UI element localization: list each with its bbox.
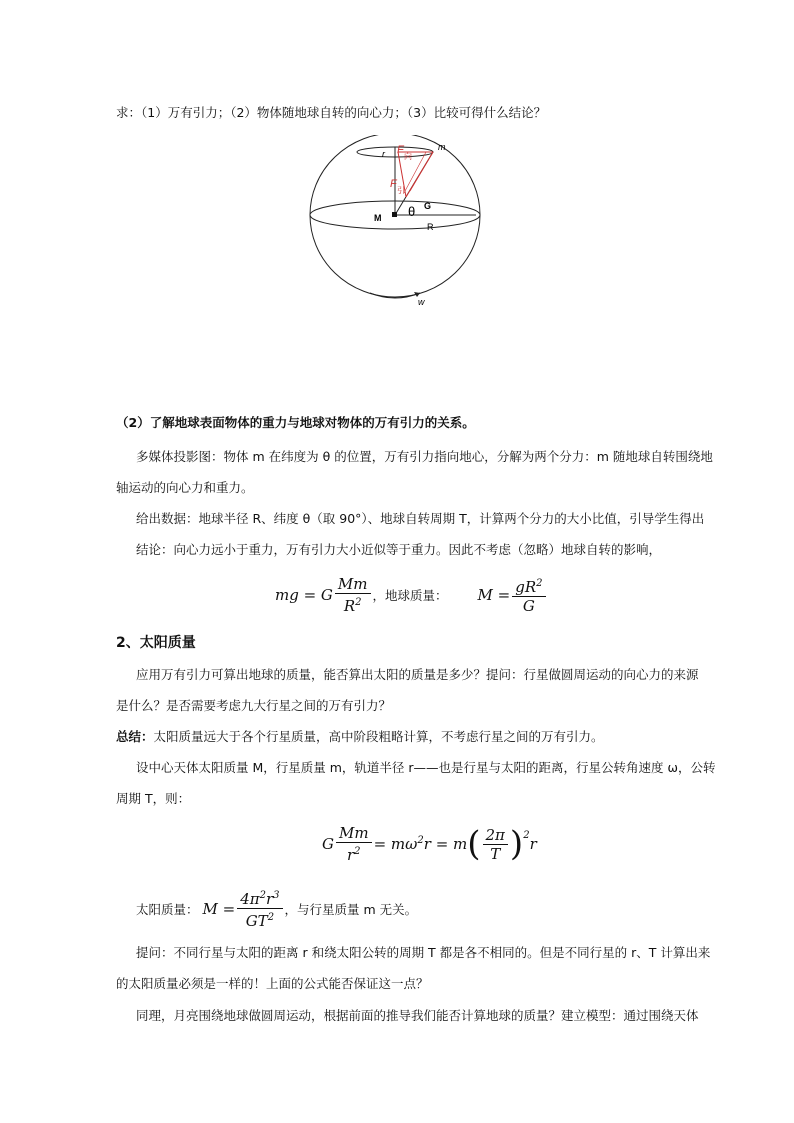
section-2-p1-a: 多媒体投影图：物体 m 在纬度为 θ 的位置，万有引力指向地心，分解为两个分力：m 随地球自转围绕地 bbox=[136, 449, 713, 464]
sun-p1-b: 是什么？是否需要考虑九大行星之间的万有引力？ bbox=[116, 698, 392, 713]
equation-earth-mass-label: ，地球质量： bbox=[372, 588, 448, 603]
label-theta: θ bbox=[408, 204, 416, 219]
section-2-p1-b: 轴运动的向心力和重力。 bbox=[116, 480, 254, 495]
label-big-r: R bbox=[427, 222, 434, 232]
sun-p3-b: 的太阳质量必须是一样的！上面的公式能否保证这一点？ bbox=[116, 976, 429, 991]
label-f-xiang-sub: 向 bbox=[404, 152, 412, 161]
sun-p3-a: 提问：不同行星与太阳的距离 r 和绕太阳公转的周期 T 都是各不相同的。但是不同行星的 r、T 计算出来 bbox=[136, 945, 711, 960]
summary-text: 太阳质量远大于各个行星质量，高中阶段粗略计算，不考虑行星之间的万有引力。 bbox=[153, 729, 604, 744]
equation-orbit: G $\frac{Mm}{r^2}$ = $m\omega^2r = m$ ( $\frac{2\pi}{T}$ ) $^2$ r bbox=[322, 824, 537, 864]
sun-mass-tail: ，与行星质量 m 无关。 bbox=[284, 901, 418, 917]
center-dot bbox=[392, 212, 397, 217]
label-big-m: M bbox=[374, 213, 382, 223]
label-f-xiang: F bbox=[397, 144, 404, 156]
section-2-p2-b: 结论：向心力远小于重力，万有引力大小近似等于重力。因此不考虑（忽略）地球自转的影响， bbox=[136, 542, 662, 557]
label-omega: w bbox=[418, 297, 425, 307]
label-g: G bbox=[424, 201, 432, 211]
sun-p2-b: 周期 T，则： bbox=[116, 791, 191, 806]
equation-earth-mass: mg = G $\frac{Mm}{R^2}$ ，地球质量： M = $\frac{gR^2}{G}$ bbox=[275, 575, 548, 615]
label-r: r bbox=[382, 149, 385, 159]
summary-label: 总结： bbox=[116, 729, 154, 744]
question-text: 求：（1）万有引力；（2）物体随地球自转的向心力；（3）比较可得什么结论？ bbox=[116, 105, 547, 120]
section-2-title: （2）了解地球表面物体的重力与地球对物体的万有引力的关系。 bbox=[116, 415, 475, 430]
equation-sun-mass: 太阳质量： M = $\frac{4\pi^2r^3}{GT^2}$ ，与行星质量 m 无关。 bbox=[136, 887, 417, 930]
label-f-yin-sub: 引 bbox=[397, 186, 405, 195]
sun-p2-a: 设中心天体太阳质量 M，行星质量 m，轨道半径 r——也是行星与太阳的距离，行星公转角速度 ω，公转 bbox=[136, 760, 716, 775]
sun-p1-a: 应用万有引力可算出地球的质量，能否算出太阳的质量是多少？提问：行星做圆周运动的向心力的来源 bbox=[136, 667, 699, 682]
label-f-yin: F bbox=[390, 178, 397, 190]
sun-mass-heading: 2、太阳质量 bbox=[116, 635, 196, 651]
earth-diagram bbox=[298, 135, 518, 315]
sun-p4: 同理，月亮围绕地球做圆周运动，根据前面的推导我们能否计算地球的质量？建立模型：通过围绕天体 bbox=[136, 1008, 699, 1023]
sun-summary bbox=[116, 728, 604, 746]
label-m: m bbox=[438, 142, 446, 152]
section-2-p2-a: 给出数据：地球半径 R、纬度 θ（取 90°）、地球自转周期 T，计算两个分力的大小比值，引导学生得出 bbox=[136, 511, 705, 526]
sun-mass-label: 太阳质量： bbox=[136, 901, 199, 917]
